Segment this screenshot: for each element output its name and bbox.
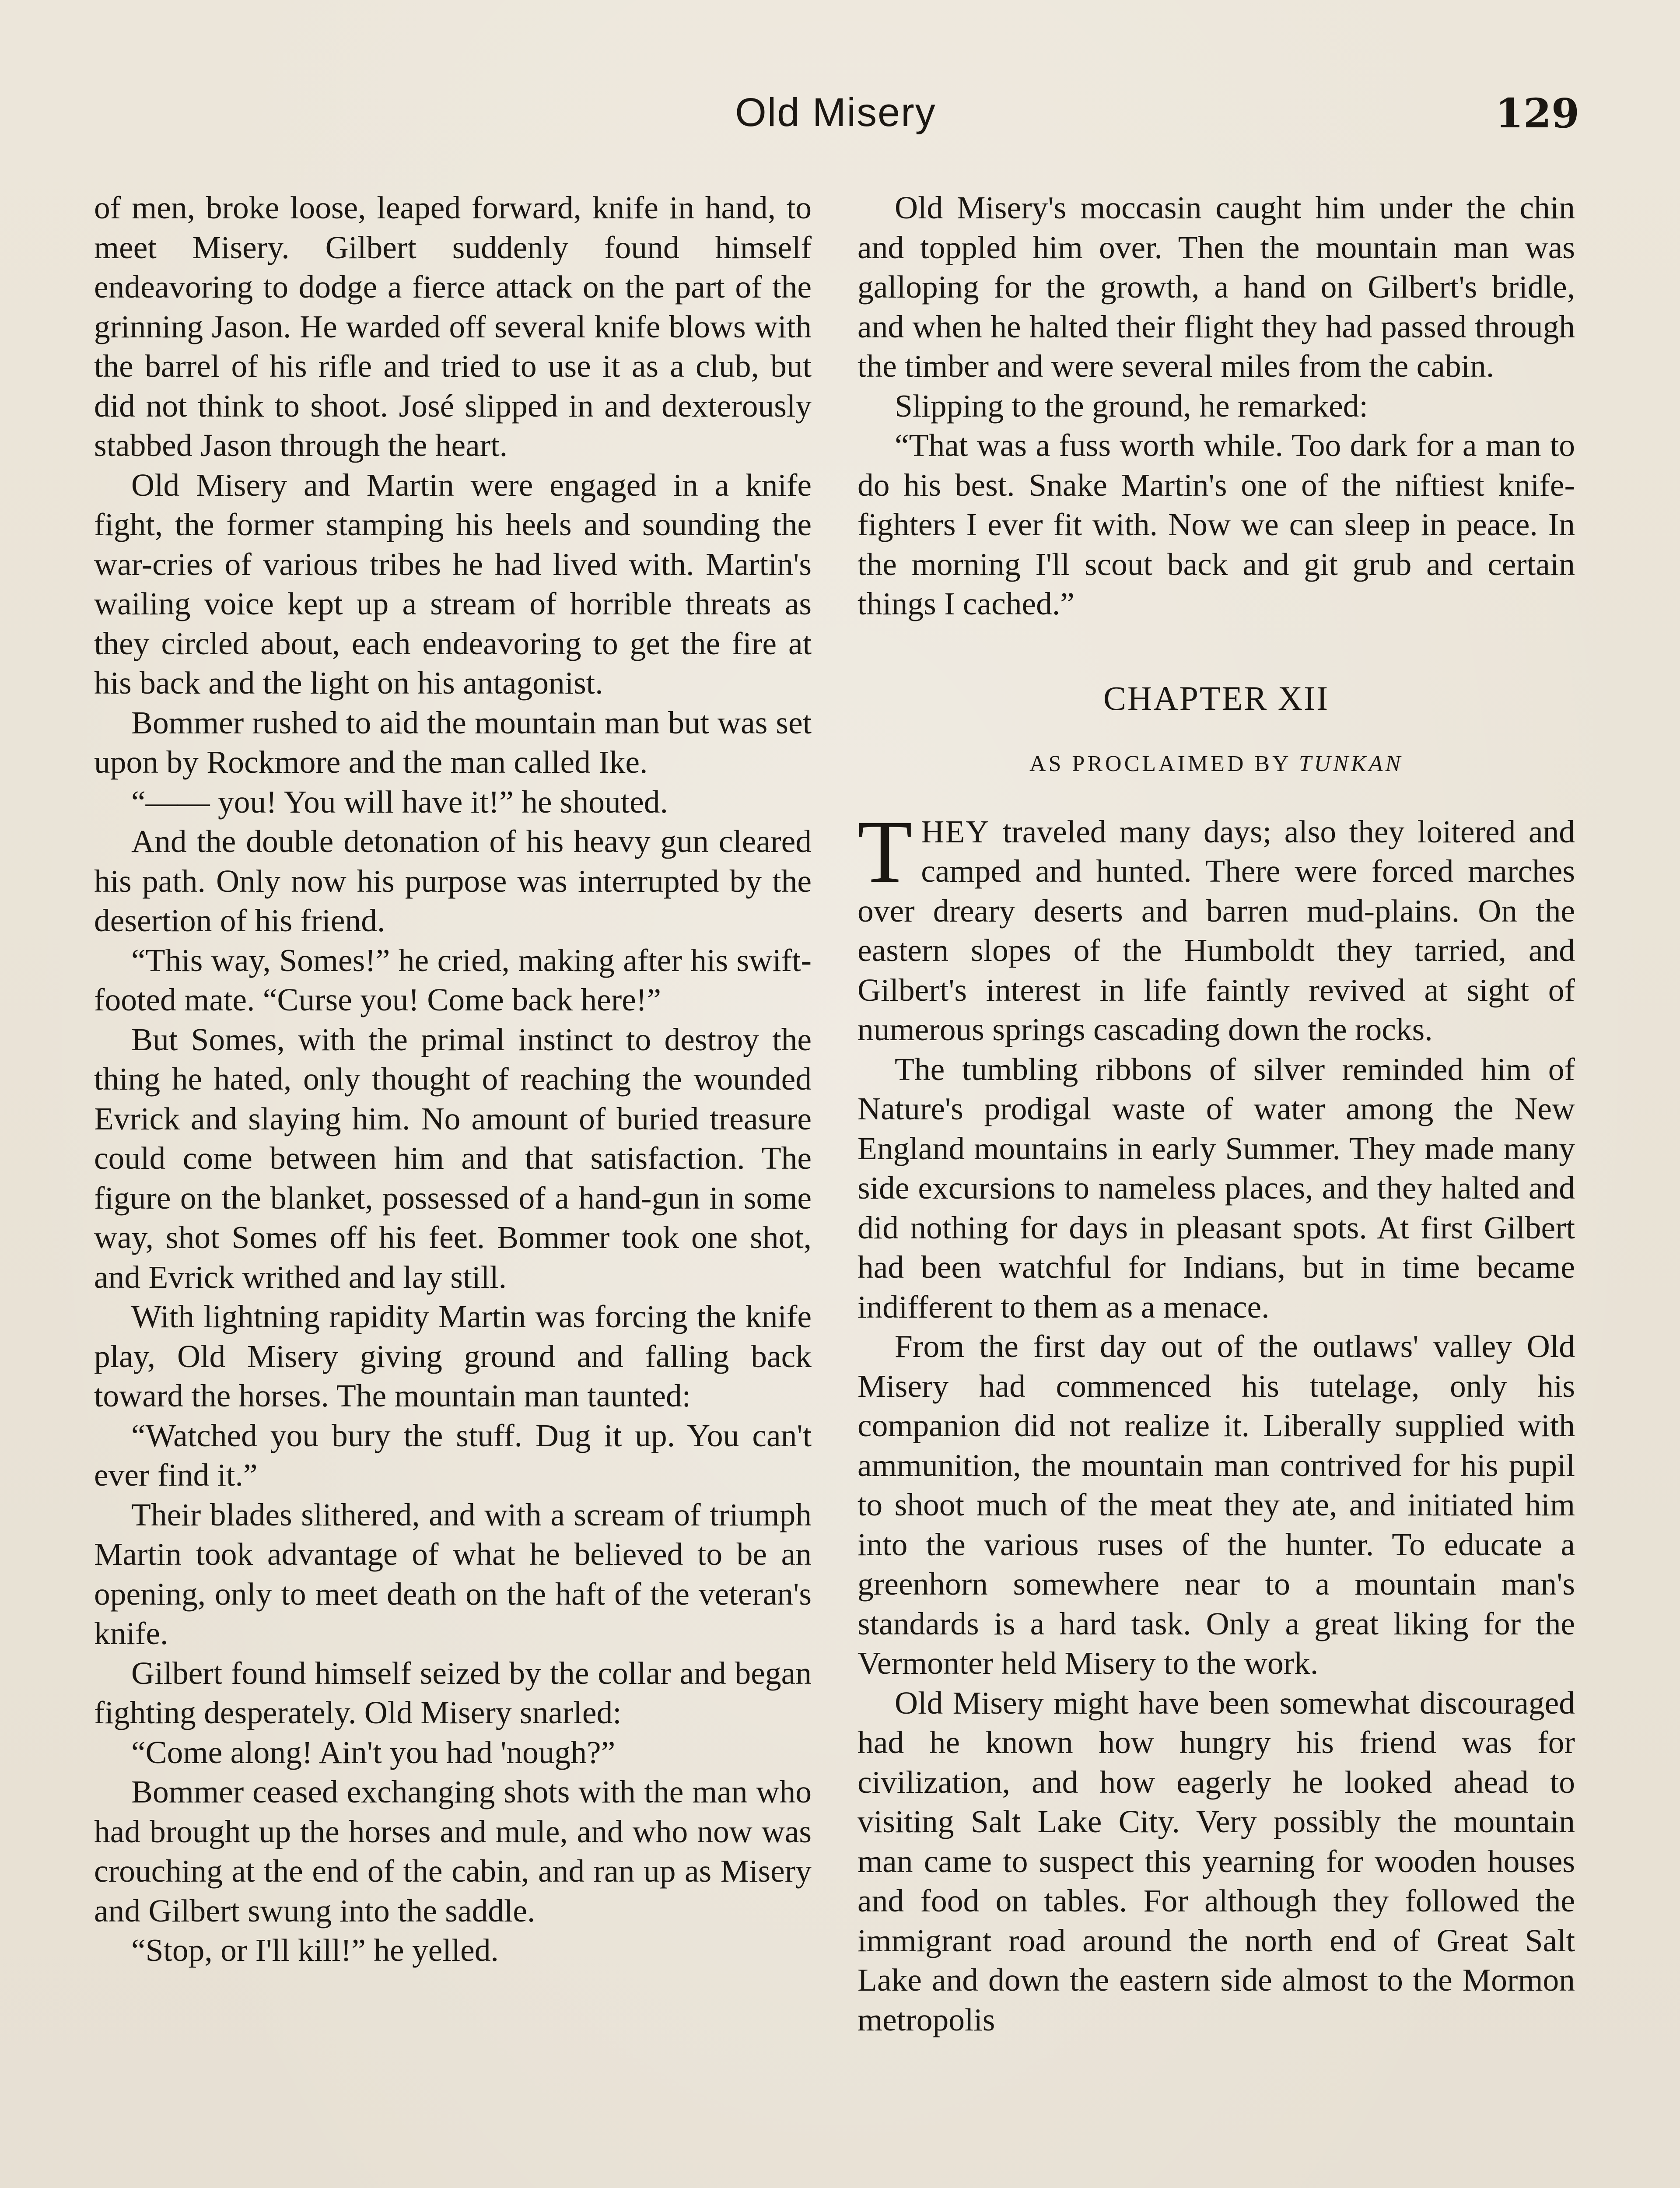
paragraph: Old Misery might have been somewhat discouraged had he known how hungry his friend was for civilization, and how eagerly he looked ahead to visiting Salt Lake City. Very possibly the mountain man came to suspect this yearning for wooden houses and food on tables. For although they followed the immigrant road around the north end of Great Salt Lake and down the eastern side almost to the Mormon metropolis <box>858 1685 1575 2037</box>
paragraph: From the first day out of the outlaws' valley Old Misery had commenced his tutelage, only his companion did not realize it. Liberally supplied with ammunition, the mountain man contrived for his pupil to shoot much of the meat they ate, and initiated him into the various ruses of the hunter. To educate a greenhorn somewhere near to a mountain man's standards is a hard task. Only a great liking for the Vermonter held Misery to the work. <box>858 1329 1575 1681</box>
chapter-title: CHAPTER XII <box>1103 679 1330 717</box>
paragraph: “This way, Somes!” he cried, making after his swift-footed mate. “Curse you! Come back here!” <box>94 942 812 1017</box>
right-column <box>858 188 1575 2040</box>
paragraph: “Stop, or I'll kill!” he yelled. <box>131 1932 499 1968</box>
paragraph: of men, broke loose, leaped forward, knife in hand, to meet Misery. Gilbert suddenly found himself endeavoring to dodge a fierce attack on the part of the grinning Jason. He warded off several knife blows with the barrel of his rifle and tried to use it as a club, but did not think to shoot. José slipped in and dexterously stabbed Jason through the heart. <box>94 190 812 463</box>
page-number: 129 <box>1495 90 1579 137</box>
paragraph: With lightning rapidity Martin was forcing the knife play, Old Misery giving ground and falling back toward the horses. The mountain man taunted: <box>94 1299 812 1413</box>
left-column <box>94 188 812 1971</box>
opening-lead-word: HEY <box>921 813 990 849</box>
paragraph: “—— you! You will have it!” he shouted. <box>131 784 668 820</box>
paragraph: And the double detonation of his heavy gun cleared his path. Only now his purpose was interrupted by the desertion of his friend. <box>94 824 812 938</box>
chapter-subtitle-name: TUNKAN <box>1298 751 1404 776</box>
paragraph: Old Misery and Martin were engaged in a knife fight, the former stamping his heels and sounding the war-cries of various tribes he had lived with. Martin's wailing voice kept up a stream of horrible threats as they circled about, each endeavoring to get the fire at his back and the light on his antagonist. <box>94 467 812 701</box>
paragraph: “That was a fuss worth while. Too dark for a man to do his best. Snake Martin's one of the niftiest knife-fighters I ever fit with. Now we can sleep in peace. In the morning I'll scout back and git grub and certain things I cached.” <box>858 428 1575 621</box>
chapter-opening-paragraph <box>858 802 1575 1050</box>
paragraph: Their blades slithered, and with a scream of triumph Martin took advantage of what he believed to be an opening, only to meet death on the haft of the veteran's knife. <box>94 1497 812 1651</box>
paragraph: But Somes, with the primal instinct to destroy the thing he hated, only thought of reaching the wounded Evrick and slaying him. No amount of buried treasure could come between him and that satisfaction. The figure on the blanket, possessed of a hand-gun in some way, shot Somes off his feet. Bommer took one shot, and Evrick writhed and lay still. <box>94 1021 812 1295</box>
drop-cap: T <box>858 802 913 901</box>
chapter-subtitle-prefix: AS PROCLAIMED BY <box>1029 751 1299 776</box>
paragraph: Bommer ceased exchanging shots with the man who had brought up the horses and mule, and who now was crouching at the end of the cabin, and ran up as Misery and Gilbert swung into the saddle. <box>94 1774 812 1929</box>
chapter-subtitle <box>858 747 1575 782</box>
paragraph: Bommer rushed to aid the mountain man but was set upon by Rockmore and the man called Ike. <box>94 705 812 780</box>
paragraph: Old Misery's moccasin caught him under the chin and toppled him over. Then the mountain man was galloping for the growth, a hand on Gilbert's bridle, and when he halted their flight they had passed through the timber and were several miles from the cabin. <box>858 190 1575 384</box>
paragraph: “Come along! Ain't you had 'nough?” <box>131 1734 616 1770</box>
paragraph: The tumbling ribbons of silver reminded him of Nature's prodigal waste of water among the New England mountains in early Summer. They made many side excursions to nameless places, and they halted and did nothing for days in pleasant spots. At first Gilbert had been watchful for Indians, but in time became indifferent to them as a menace. <box>858 1051 1575 1325</box>
paragraph: “Watched you bury the stuff. Dug it up. You can't ever find it.” <box>94 1417 812 1493</box>
paragraph: Gilbert found himself seized by the collar and began fighting desperately. Old Misery snarled: <box>94 1655 812 1730</box>
running-head <box>92 85 1579 151</box>
running-title: Old Misery <box>735 90 936 135</box>
paragraph: Slipping to the ground, he remarked: <box>895 388 1368 424</box>
opening-text: traveled many days; also they loitered and camped and hunted. There were forced marches over dreary deserts and barren mud-plains. On the eastern slopes of the Humboldt they tarried, and Gilbert's interest in life faintly revived at sight of numerous springs cascading down the rocks. <box>858 813 1575 1047</box>
